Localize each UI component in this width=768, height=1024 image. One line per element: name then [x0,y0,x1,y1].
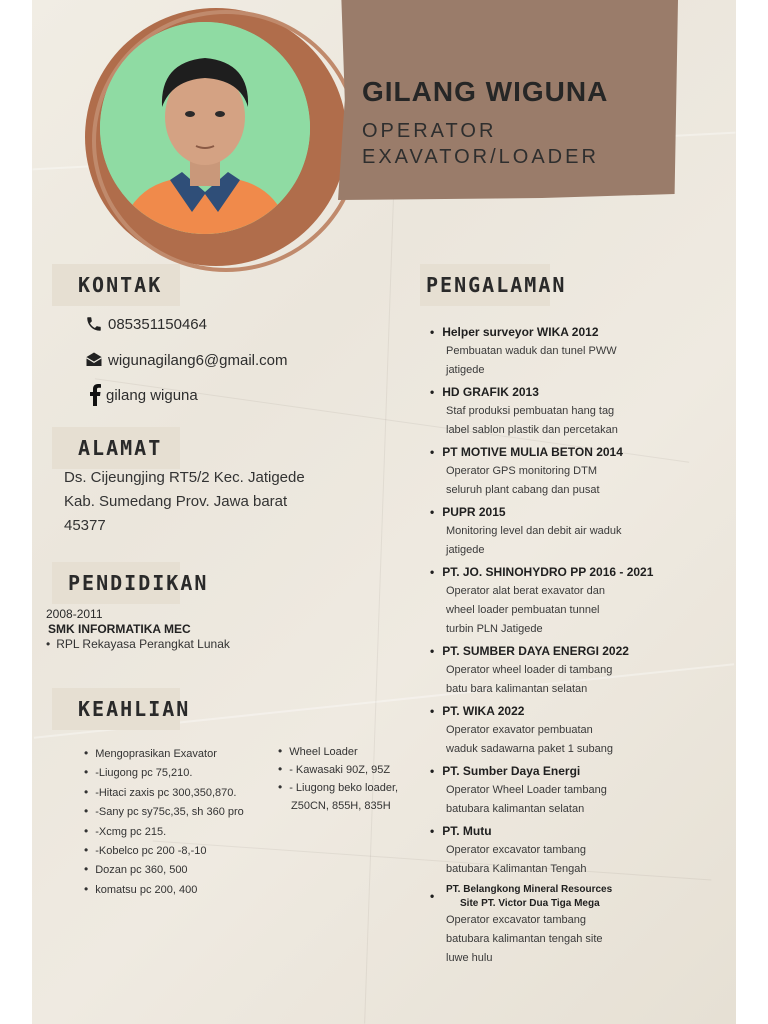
education-major: • RPL Rekayasa Perangkat Lunak [46,637,230,651]
experience-desc: Operator Wheel Loader tambang batubara kalimantan selatan [446,784,607,815]
experience-list [430,322,700,968]
experience-title: • PUPR 2015 [430,502,700,522]
experience-title: • HD GRAFIK 2013 [430,382,700,402]
address-block [64,466,364,538]
skill-item: • -Kobelco pc 200 -8,-10 [84,841,244,860]
skill-item: • - Liugong beko loader, [278,778,398,796]
skills-list-loader [278,742,398,814]
experience-item [430,883,700,968]
experience-desc: Operator GPS monitoring DTM seluruh plant cabang dan pusat [446,465,600,496]
skill-item: • - Kawasaki 90Z, 95Z [278,760,398,778]
skill-item: • Wheel Loader [278,742,398,760]
job-title-line2: EXAVATOR/LOADER [362,146,599,168]
skill-item: • Dozan pc 360, 500 [84,860,244,879]
experience-item [430,562,700,639]
skills-list-excavator [84,744,244,899]
experience-item [430,382,700,440]
person-name: GILANG WIGUNA [362,76,609,107]
experience-title: • PT. WIKA 2022 [430,701,700,721]
address-line1: Ds. Cijeungjing RT5/2 Kec. Jatigede [64,469,305,486]
experience-item [430,502,700,560]
experience-title: • PT. SUMBER DAYA ENERGI 2022 [430,641,700,661]
profile-photo [100,22,310,234]
experience-desc: Monitoring level dan debit air waduk jatigede [446,525,622,556]
contact-email [84,350,288,370]
skill-item: • -Sany pc sy75c,35, sh 360 pro [84,802,244,821]
experience-item [430,821,700,879]
address-line2: Kab. Sumedang Prov. Jawa barat [64,493,288,510]
facebook-icon [88,385,102,405]
experience-item [430,322,700,380]
education-major-text: RPL Rekayasa Perangkat Lunak [56,637,230,651]
phone-number: 085351150464 [108,315,207,333]
experience-desc: Staf produksi pembuatan hang tag label sablon plastik dan percetakan [446,405,618,436]
section-experience: PENGALAMAN [420,264,550,306]
education-school: SMK INFORMATIKA MEC [48,622,191,636]
experience-title: • PT. Sumber Daya Energi [430,761,700,781]
experience-title: • PT MOTIVE MULIA BETON 2014 [430,442,700,462]
experience-desc: Operator excavator tambang batubara kalimantan tengah site luwe hulu [446,914,603,964]
experience-item [430,442,700,500]
experience-title: • PT. JO. SHINOHYDRO PP 2016 - 2021 [430,562,700,582]
experience-desc: Operator exavator pembuatan waduk sadawarna paket 1 subang [446,724,613,755]
job-title-line1: OPERATOR [362,120,497,142]
section-address: ALAMAT [52,427,180,469]
section-education: PENDIDIKAN [52,562,180,604]
experience-title: • PT. Belangkong Mineral Resources Site PT. Victor Dua Tiga Mega [430,884,613,909]
experience-item [430,701,700,759]
education-years: 2008-2011 [46,607,103,621]
experience-desc: Operator excavator tambang batubara Kalimantan Tengah [446,844,587,875]
address-zip: 45377 [64,517,106,534]
facebook-name: gilang wiguna [106,386,198,404]
experience-title: • Helper surveyor WIKA 2012 [430,322,700,342]
skill-item: • Mengoprasikan Exavator [84,744,244,763]
contact-facebook [88,385,198,405]
phone-icon [84,314,104,334]
contact-phone [84,314,207,334]
experience-item [430,761,700,819]
experience-desc: Pembuatan waduk dan tunel PWW jatigede [446,345,617,376]
experience-desc: Operator wheel loader di tambang batu bara kalimantan selatan [446,664,613,695]
skill-item: • komatsu pc 200, 400 [84,880,244,899]
skill-item: • -Xcmg pc 215. [84,822,244,841]
section-skills: KEAHLIAN [52,688,180,730]
job-title [362,118,599,170]
experience-desc: Operator alat berat exavator dan wheel loader pembuatan tunnel turbin PLN Jatigede [446,585,605,635]
skill-item: Z50CN, 855H, 835H [291,800,391,812]
section-contact: KONTAK [52,264,180,306]
email-address: wigunagilang6@gmail.com [108,351,288,369]
skill-item: • -Liugong pc 75,210. [84,763,244,782]
skill-item: • -Hitaci zaxis pc 300,350,870. [84,783,244,802]
experience-title: • PT. Mutu [430,821,700,841]
mail-icon [84,350,104,370]
experience-item [430,641,700,699]
